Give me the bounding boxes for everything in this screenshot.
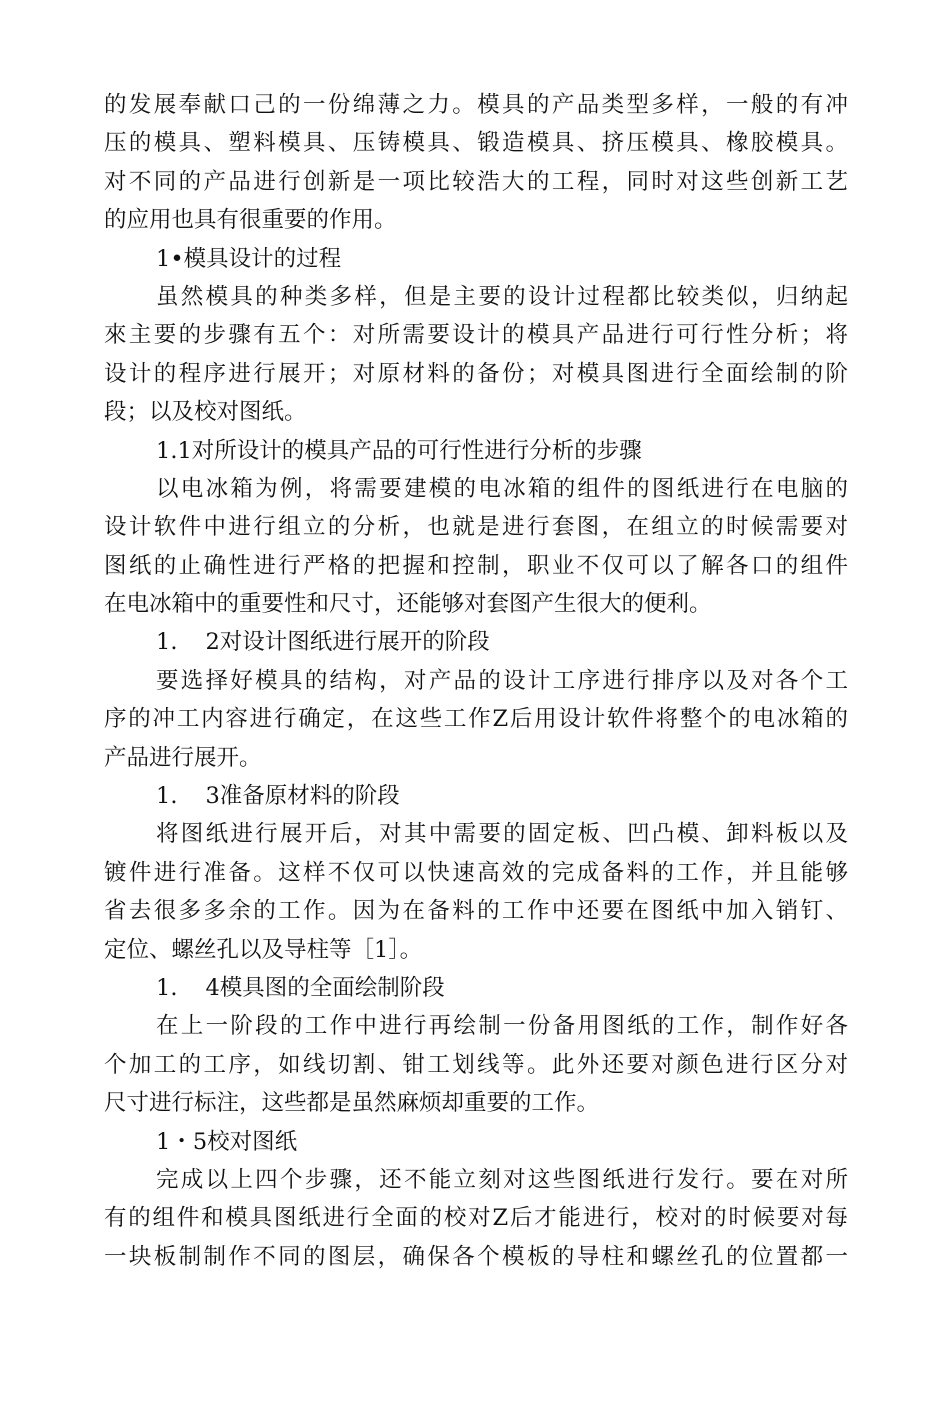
paragraph [104,815,848,969]
text-line: 省去很多多余的工作。因为在备料的工作中还要在图纸中加入销钉、 [104,898,848,925]
section-heading [104,969,848,1007]
heading-number: 1. [156,629,178,656]
text-line: 虽然模具的种类多样，但是主要的设计过程都比较类似，归纳起 [156,283,848,310]
text-line: 以电冰箱为例，将需要建模的电冰箱的组件的图纸进行在电脑的 [156,475,848,502]
text-line: 个加工的工序，如线切割、钳工划线等。此外还要对颜色进行区分对 [104,1051,848,1078]
section-heading [104,777,848,815]
text-line: 尺寸进行标注，这些都是虽然麻烦却重要的工作。 [104,1090,600,1117]
section-heading [104,240,848,278]
text-line: 设计的程序进行展开；对原材料的备份；对模具图进行全面绘制的阶 [104,360,848,387]
text-line: 的发展奉献口己的一份绵薄之力。模具的产品类型多样，一般的有冲 [104,92,848,118]
heading-number: 1.1 [156,437,192,464]
text-line: 完成以上四个步骤，还不能立刻对这些图纸进行发行。要在对所 [156,1166,848,1193]
text-line: 的应用也具有很重要的作用。 [104,207,397,234]
paragraph [104,662,848,777]
heading-text: 对设计图纸进行展开的阶段 [219,629,490,656]
document-page [104,86,848,1276]
heading-number: 1. [156,974,178,1001]
section-heading [104,1123,848,1161]
text-line: 序的冲工内容进行确定，在这些工作Z后用设计软件将整个的电冰箱的 [104,706,848,733]
heading-number-part: 4 [205,974,220,1001]
text-line: 对不同的产品进行创新是一项比较浩大的工程，同时对这些创新工艺 [104,168,848,195]
text-line: 有的组件和模具图纸进行全面的校对Z后才能进行，校对的时候要对每 [104,1205,848,1232]
heading-text: 模具图的全面绘制阶段 [219,974,445,1001]
heading-text: 准备原材料的阶段 [219,783,400,810]
heading-number: 1・5 [156,1128,208,1155]
text-line: 要选择好模具的结构，对产品的设计工序进行排序以及对各个工 [156,667,848,694]
text-line: 在电冰箱中的重要性和尺寸，还能够对套图产生很大的便利。 [104,591,712,618]
heading-number-part: 3 [205,783,220,810]
paragraph [104,86,848,240]
text-line: 段；以及校对图纸。 [104,399,307,426]
text-line: 一块板制制作不同的图层，确保各个模板的导柱和螺丝孔的位置都一 [104,1243,848,1270]
paragraph [104,1161,848,1276]
heading-number: 1. [156,783,178,810]
section-heading [104,432,848,470]
text-line: 产品进行展开。 [104,744,262,771]
heading-text: 模具设计的过程 [183,245,342,272]
text-line: 图纸的止确性进行严格的把握和控制，职业不仅可以了解各口的组件 [104,552,848,579]
heading-text: 对所设计的模具产品的可行性进行分析的步骤 [191,437,642,464]
text-line: 将图纸进行展开后，对其中需要的固定板、凹凸模、卸料板以及 [156,821,848,848]
text-line: 定位、螺丝孔以及导柱等［1］。 [104,936,423,963]
paragraph [104,278,848,432]
paragraph [104,1007,848,1122]
heading-number: 1• [156,245,184,272]
heading-number-part: 2 [205,629,220,656]
text-line: 压的模具、塑料模具、压铸模具、锻造模具、挤压模具、橡胶模具。 [104,130,848,157]
text-line: 设计软件中进行组立的分析，也就是进行套图，在组立的时候需要对 [104,514,848,541]
text-line: 镀件进行准备。这样不仅可以快速高效的完成备料的工作，并且能够 [104,859,848,886]
text-line: 在上一阶段的工作中进行再绘制一份备用图纸的工作，制作好各 [156,1013,848,1040]
section-heading [104,623,848,661]
paragraph [104,470,848,624]
heading-text: 校对图纸 [207,1128,298,1155]
text-line: 來主要的步骤有五个：对所需要设计的模具产品进行可行性分析；将 [104,322,848,349]
